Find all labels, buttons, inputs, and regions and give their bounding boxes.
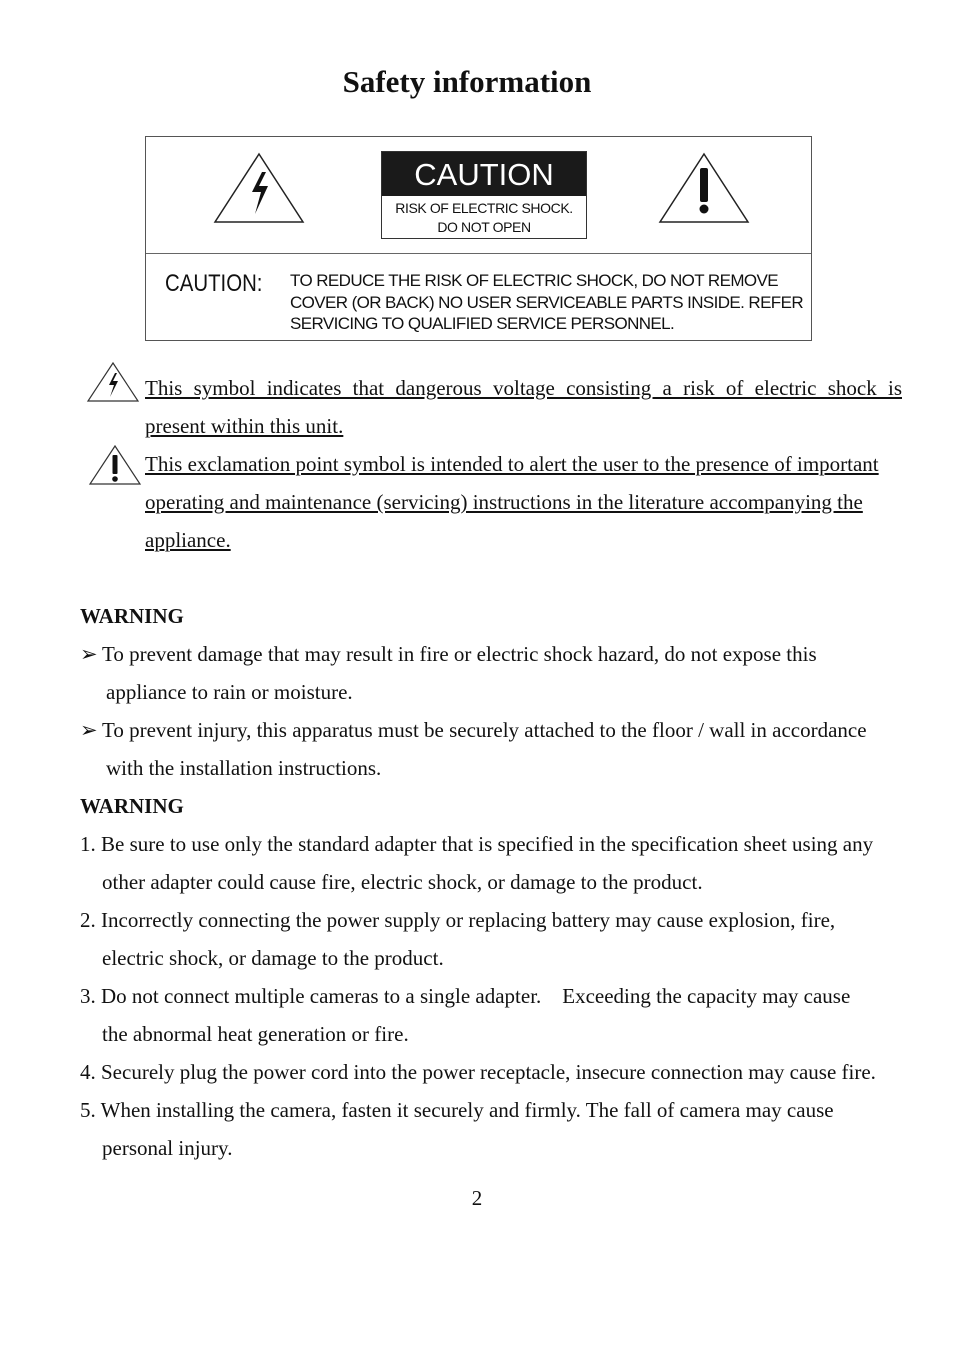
warning-list-item-line: 4. Securely plug the power cord into the power receptacle, insecure connection may cause fire. [80, 1060, 876, 1084]
symbol-description-line: This symbol indicates that dangerous voltage consisting a risk of electric shock is [145, 376, 902, 400]
warning-heading: WARNING [80, 604, 184, 628]
warning-bullet-line: To prevent damage that may result in fire or electric shock hazard, do not expose this [102, 642, 817, 666]
warning-heading: WARNING [80, 794, 184, 818]
warning-list-item-line: 5. When installing the camera, fasten it securely and firmly. The fall of camera may cause [80, 1098, 834, 1122]
caution-text [290, 270, 803, 335]
symbol-description-line: appliance. [145, 528, 231, 552]
warning-bullet-line: with the installation instructions. [106, 756, 382, 780]
warning-list-item-line: other adapter could cause fire, electric shock, or damage to the product. [102, 870, 703, 894]
warning-bullet-item [80, 635, 817, 711]
page-title: Safety information [342, 64, 592, 99]
warning-numbered-list [80, 825, 876, 1167]
warning-bullet-line: appliance to rain or moisture. [106, 680, 353, 704]
warning-list-item-line: 3. Do not connect multiple cameras to a single adapter. Exceeding the capacity may cause [80, 984, 851, 1008]
warning-list-item-line: electric shock, or damage to the product. [102, 946, 444, 970]
warning-list-item-line: 2. Incorrectly connecting the power supply or replacing battery may cause explosion, fire, [80, 908, 836, 932]
lightning-triangle-icon [86, 361, 140, 403]
caution-label-box [145, 136, 812, 341]
exclamation-triangle-icon [657, 152, 751, 224]
caution-text-line: SERVICING TO QUALIFIED SERVICE PERSONNEL. [290, 314, 675, 333]
lightning-triangle-icon [212, 152, 306, 224]
caution-badge-line: RISK OF ELECTRIC SHOCK. [395, 200, 573, 216]
warning-bullet-item [80, 711, 867, 787]
page-number: 2 [471, 1186, 483, 1210]
arrow-bullet-icon: ➢ [80, 718, 98, 742]
warning-list-item-line: the abnormal heat generation or fire. [102, 1022, 409, 1046]
caution-text-line: COVER (OR BACK) NO USER SERVICEABLE PARTS INSIDE. REFER [290, 292, 804, 312]
symbol-description [145, 445, 902, 559]
caution-text-line: TO REDUCE THE RISK OF ELECTRIC SHOCK, DO NOT REMOVE [290, 271, 778, 290]
symbol-description-line: present within this unit. [145, 414, 344, 438]
caution-badge [381, 151, 587, 239]
caution-badge-line: DO NOT OPEN [437, 219, 531, 235]
warning-list-item-line: personal injury. [102, 1136, 233, 1160]
symbol-description-line: operating and maintenance (servicing) instructions in the literature accompanying the [145, 490, 863, 514]
symbol-description [145, 369, 902, 445]
caution-badge-heading: CAUTION [382, 152, 586, 196]
symbol-description-line: This exclamation point symbol is intended to alert the user to the presence of important [145, 452, 879, 476]
caution-label-top [146, 137, 811, 254]
caution-heading: CAUTION: [165, 270, 263, 297]
arrow-bullet-icon: ➢ [80, 642, 98, 666]
warning-bullet-line: To prevent injury, this apparatus must be securely attached to the floor / wall in accordance [102, 718, 867, 742]
exclamation-triangle-icon [88, 444, 142, 486]
warning-list-item-line: 1. Be sure to use only the standard adapter that is specified in the specification sheet using any [80, 832, 874, 856]
